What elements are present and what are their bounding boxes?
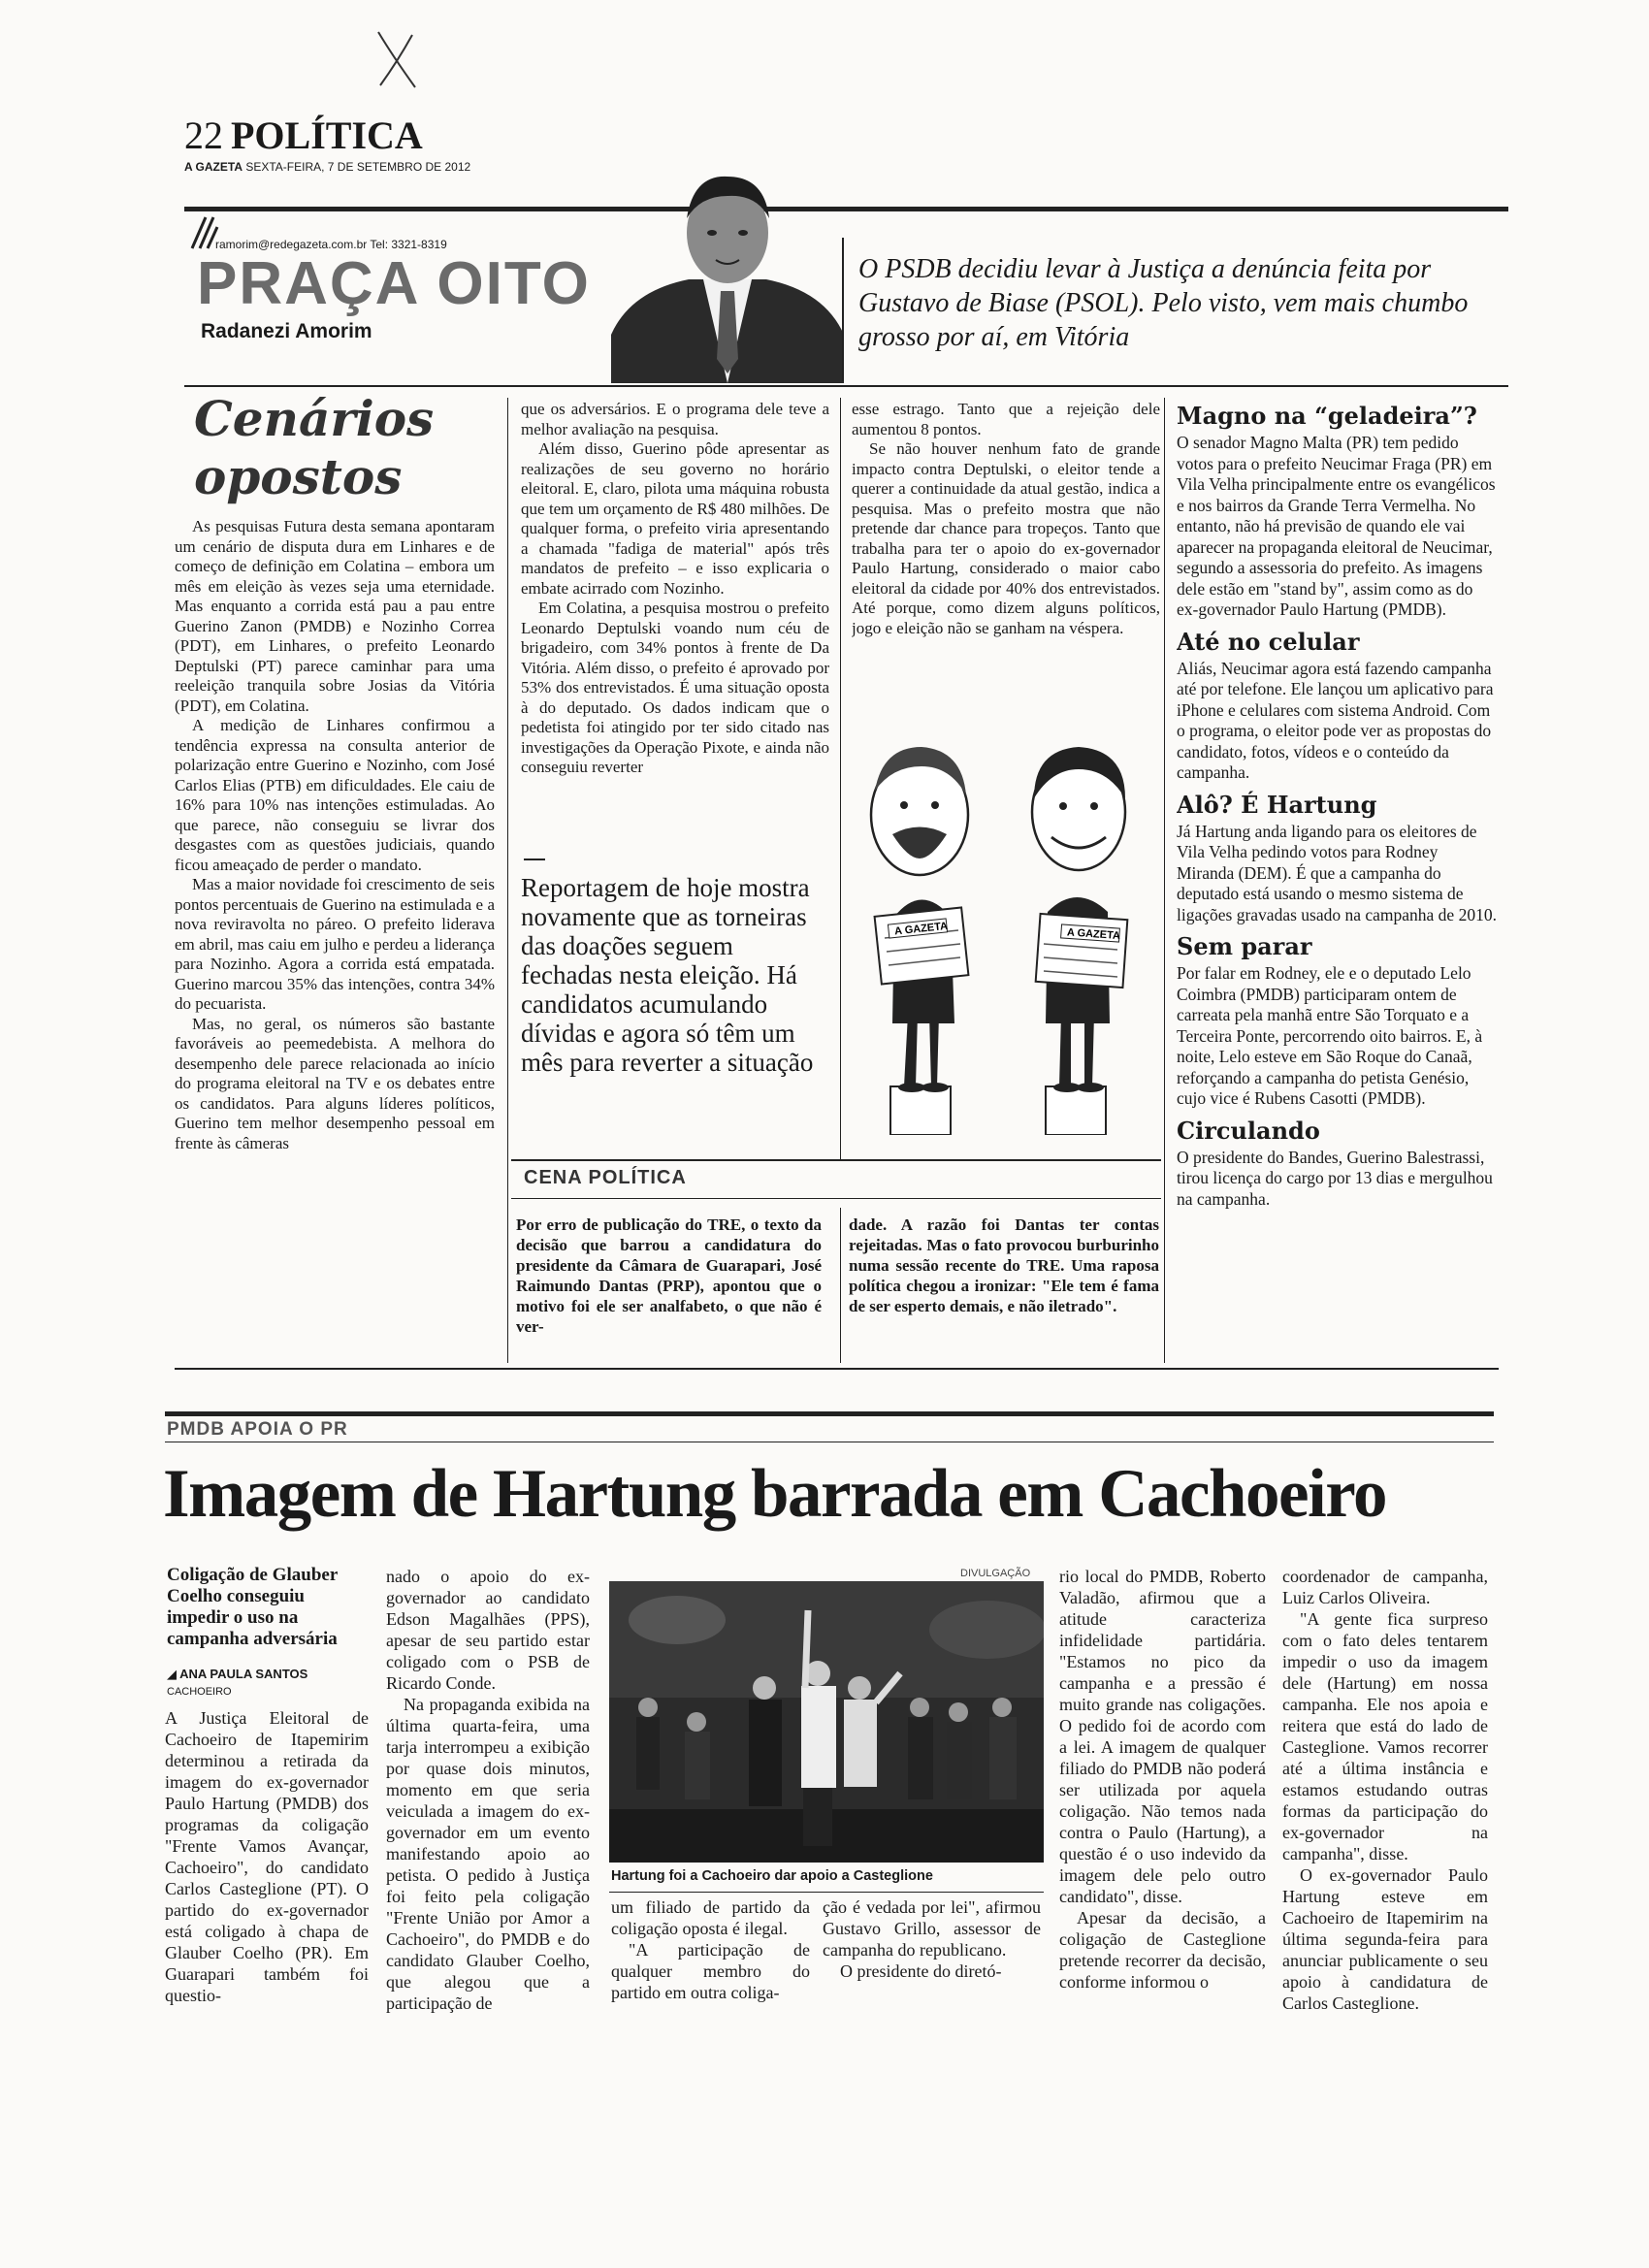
photo-person-1	[636, 1698, 660, 1790]
photo-caption: Hartung foi a Cachoeiro dar apoio a Casteglione	[611, 1868, 933, 1884]
caption-rule	[609, 1892, 1044, 1893]
paragraph: O presidente do diretó-	[840, 1961, 1002, 1981]
section-bottom-rule	[175, 1368, 1499, 1370]
column-title: PRAÇA OITO	[197, 250, 591, 317]
news-kicker: PMDB APOIA O PR	[167, 1419, 348, 1440]
news-top-rule	[165, 1411, 1494, 1416]
handwritten-x-mark	[369, 27, 427, 95]
note-text: O senador Magno Malta (PR) tem pedido votos para o prefeito Neucimar Fraga (PR) em Vila Velha principalmente entre os evangélicos e nos bairros da Grande Terra Vermelha. No entanto, não há previsão de quando ele vai aparecer na propaganda eleitoral de Neucimar, segundo a assessoria do prefeito. As imagens dele estão em "stand by", assim como as do ex-governador Paulo Hartung (PMDB).	[1177, 433, 1496, 619]
column-author: Radanezi Amorim	[201, 320, 372, 342]
news-headline: Imagem de Hartung barrada em Cachoeiro	[163, 1456, 1386, 1532]
note-text: Já Hartung anda ligando para os eleitores de Vila Velha pedindo votos para Rodney Miranda (DEM). É que a campanha do deputado está usando o mesmo sistema de ligações gravadas usado na campanha de 2010.	[1177, 821, 1497, 924]
caricature-right-newspaper-label: A GAZETA	[1066, 926, 1121, 943]
paragraph: nado o apoio do ex-governador ao candidato Edson Magalhães (PPS), apesar de seu partido estar coligado com o PSB de Ricardo Conde.	[386, 1567, 590, 1693]
column-divider	[840, 398, 841, 1159]
pullquote-dash	[524, 859, 545, 860]
paragraph: Em Colatina, a pesquisa mostrou o prefeito Leonardo Deptulski voando num céu de brigadeiro, com 34% pontos à frente de Da Vitória. Além disso, o prefeito é aprovado por 53% dos entrevistados. É uma situação oposta à do deputado. Os dados indicam que o pedetista foi atingido por ter sido citado nas investigações da Operação Pixote, e ainda não conseguiu reverter	[521, 599, 829, 776]
news-column-5	[1282, 1566, 1488, 2027]
paragraph: Na propaganda exibida na última quarta-feira, uma tarja interrompeu a exibição por quase dois minutos, momento em que seria veiculada a imagem do ex-governador em um evento manifestando apoio ao petista. O pedido à Justiça foi feito pela coligação "Frente União por Amor a Cachoeiro", do PMDB e do candidato Glauber Coelho, que alegou que a participação de	[386, 1695, 590, 2013]
author-photo	[611, 165, 844, 383]
column-contact: ramorim@redegazeta.com.br Tel: 3321-8319	[215, 238, 447, 251]
paragraph: esse estrago. Tanto que a rejeição dele aumentou 8 pontos.	[852, 400, 1160, 438]
photo-credit: DIVULGAÇÃO	[960, 1568, 1031, 1579]
sidebar-notes	[1177, 403, 1497, 1358]
paragraph: rio local do PMDB, Roberto Valadão, afirmou que a atitude caracteriza infidelidade partidária. "Estamos no pico da campanha e a pressão é muito grande nas coligações. O pedido foi de acordo com a lei. A imagem de qualquer filiado do PMDB não poderá ser utilizada por aquela coligação. Não temos nada contra o Paulo (Hartung), a questão é o uso indevido da imagem dele pelo outro candidato", disse.	[1059, 1567, 1266, 1906]
paragraph: um filiado de partido da coligação oposta é ilegal.	[611, 1897, 810, 1938]
paragraph: A Justiça Eleitoral de Cachoeiro de Itapemirim determinou a retirada da imagem do ex-governador Paulo Hartung (PMDB) dos programas da coligação "Frente Vamos Avançar, Cachoeiro", do candidato Carlos Casteglione (PT). O partido do ex-governador está coligado à chapa de Glauber Coelho (PR). Em Guarapari também foi questio-	[165, 1708, 369, 2005]
newspaper-name: A GAZETA	[184, 160, 242, 174]
cena-top-rule	[511, 1159, 1161, 1161]
cena-column-2	[849, 1215, 1159, 1360]
caricature-left-newspaper-label: A GAZETA	[893, 920, 949, 938]
cena-title-rule	[511, 1198, 1161, 1199]
paragraph: "A gente fica surpreso com o fato deles tentarem impedir o uso da imagem dele (Hartung) em nossa campanha. Ele nos apoia e reitera que está do lado de Casteglione. Vamos recorrer até a última instância e estamos estudando outras formas da participação do ex-governador na campanha", disse.	[1282, 1609, 1488, 1863]
note-title: Magno na “geladeira”?	[1177, 403, 1477, 430]
paragraph: coordenador de campanha, Luiz Carlos Oliveira.	[1282, 1567, 1488, 1607]
paragraph: As pesquisas Futura desta semana apontaram um cenário de disputa dura em Linhares e de começo de definição em Colatina – embora um mês em eleição às vezes seja uma eternidade. Mas enquanto a corrida está pau a pau entre Guerino Zanon (PMDB) e Nozinho Correa (PDT), em Linhares, o prefeito Leonardo Deptulski (PT) parece caminhar para uma reeleição tranquila sobre Josias da Vitória (PDT), em Colatina.	[175, 517, 495, 715]
note-text: Por falar em Rodney, ele e o deputado Lelo Coimbra (PMDB) participaram ontem de carreata pela manhã entre São Torquato e a Terceira Ponte, percorrendo oito bairros. E, à noite, Lelo esteve em São Roque do Canaã, reforçando a campanha do petista Genésio, cujo vice é Rubens Casotti (PMDB).	[1177, 963, 1483, 1108]
section-name: POLÍTICA	[231, 113, 423, 157]
article-column-1	[175, 517, 495, 1369]
column-quote: O PSDB decidiu levar à Justiça a denúncia feita por Gustavo de Biase (PSOL). Pelo visto, vem mais chumbo grosso por aí, em Vitória	[858, 254, 1469, 352]
paragraph: Além disso, Guerino pôde apresentar as realizações de seu governo no horário eleitoral. E, claro, pilota uma máquina robusta que tem um orçamento de R$ 480 milhões. De qualquer forma, o prefeito viria apresentando a chamada "fadiga de material" após três mandatos de prefeito – e isso explicaria o embate acirrado com Nozinho.	[521, 439, 829, 598]
news-photo	[609, 1581, 1044, 1863]
byline-name: ANA PAULA SANTOS	[179, 1667, 308, 1681]
article-column-3	[852, 400, 1160, 710]
news-deck: Coligação de Glauber Coelho conseguiu impedir o uso na campanha adversária	[167, 1565, 338, 1649]
article-title	[194, 390, 434, 506]
news-location: CACHOEIRO	[167, 1686, 232, 1698]
caricature-illustration	[854, 723, 1154, 1135]
paragraph: A medição de Linhares confirmou a tendência expressa na consulta anterior de polarização entre Guerino e Nozinho, com José Carlos Elias (PTB) em dificuldades. Ele caiu de 16% para 10% nas intenções estimuladas. Ao que parece, não conseguiu se livrar dos desgastes com as questões judiciais, quando ficou ameaçado de perder o mandato.	[175, 716, 495, 874]
paragraph: Apesar da decisão, a coligação de Casteglione pretende recorrer da decisão, conforme informou o	[1059, 1908, 1266, 1992]
column-divider	[840, 1208, 841, 1363]
cena-title: CENA POLÍTICA	[524, 1167, 687, 1188]
note-title: Alô? É Hartung	[1177, 790, 1377, 819]
news-column-3a	[611, 1896, 810, 2028]
quote-divider	[842, 238, 844, 381]
paragraph: "A participação de qualquer membro do partido em outra coliga-	[611, 1940, 810, 2002]
note-title: Sem parar	[1177, 932, 1312, 960]
column-header-bottom-rule	[184, 385, 1508, 387]
pullquote: Reportagem de hoje mostra novamente que as torneiras das doações seguem fechadas nesta eleição. Há candidatos acumulando dívidas e agora só têm um mês para reverter a situação	[521, 873, 814, 1077]
page-number: 22	[184, 113, 223, 157]
cena-column-1	[516, 1215, 822, 1360]
article-title-line1: Cenários	[194, 390, 435, 447]
note-title: Circulando	[1177, 1116, 1320, 1145]
article-column-2	[521, 400, 829, 846]
paragraph: Se não houver nenhum fato de grande impacto contra Deptulski, o eleitor tende a querer a continuidade da atual gestão, indica a pesquisa. Mas o prefeito mostra que não pretende dar chance para tropeços. Tanto que trabalha para ter o apoio do ex-governador Paulo Hartung, considerado o maior cabo eleitoral da cidade por 40% dos entrevistados. Até porque, como dizem alguns políticos, jogo e eleição não se ganham na véspera.	[852, 439, 1160, 637]
paragraph: ção é vedada por lei", afirmou Gustavo Grillo, assessor de campanha do republicano.	[823, 1897, 1041, 1960]
note-text: Aliás, Neucimar agora está fazendo campanha até por telefone. Ele lançou um aplicativo para iPhone e celulares com sistema Android. Com o programa, o eleitor pode ver as propostas do candidato, fotos, vídeos e o conteúdo da campanha.	[1177, 658, 1494, 782]
issue-date: SEXTA-FEIRA, 7 DE SETEMBRO DE 2012	[245, 160, 471, 174]
news-column-2	[386, 1566, 590, 2027]
paragraph: que os adversários. E o programa dele teve a melhor avaliação na pesquisa.	[521, 400, 829, 438]
note-title: Até no celular	[1177, 627, 1360, 656]
cena-paragraph: dade. A razão foi Dantas ter contas rejeitadas. Mas o fato provocou burburinho numa sessão recente do TRE. Uma raposa política chegou a ironizar: "Ele tem é fama de ser esperto demais, e não iletrado".	[849, 1215, 1159, 1315]
column-divider	[1164, 398, 1165, 1363]
paragraph: O ex-governador Paulo Hartung esteve em Cachoeiro de Itapemirim na última segunda-feira para anunciar publicamente o seu apoio à candidatura de Carlos Casteglione.	[1282, 1865, 1488, 2013]
header-rule	[184, 207, 1508, 211]
news-byline	[167, 1667, 307, 1682]
news-column-3b	[823, 1896, 1041, 2028]
article-title-line2: opostos	[194, 448, 403, 505]
paragraph: Mas, no geral, os números são bastante favoráveis ao peemedebista. A melhora do desempenho dele parece relacionada ao início do programa eleitoral na TV e os debates entre os candidatos. Para alguns líderes políticos, Guerino tem melhor desempenho pessoal em frente às câmeras	[175, 1014, 495, 1152]
news-column-1	[165, 1707, 369, 2027]
news-column-4	[1059, 1566, 1266, 2027]
cena-paragraph: Por erro de publicação do TRE, o texto da decisão que barrou a candidatura do presidente da Câmara de Guarapari, José Raimundo Dantas (PRP), apontou que o motivo foi ele ser analfabeto, o que não é ver-	[516, 1215, 822, 1336]
paragraph: Mas a maior novidade foi crescimento de seis pontos percentuais de Guerino na estimulada e a nova reviravolta no páreo. O prefeito liderava em abril, mas caiu em julho e perdeu a liderança para Nozinho. Agora a corrida está empatada. Guerino marcou 35% das intenções, contra 34% do pecuarista.	[175, 875, 495, 1013]
column-divider	[507, 398, 508, 1363]
note-text: O presidente do Bandes, Guerino Balestrassi, tirou licença do cargo por 13 dias e mergulhou na campanha.	[1177, 1147, 1493, 1209]
byline-icon: ◢	[167, 1667, 180, 1681]
caricature-left-figure	[871, 747, 968, 1135]
